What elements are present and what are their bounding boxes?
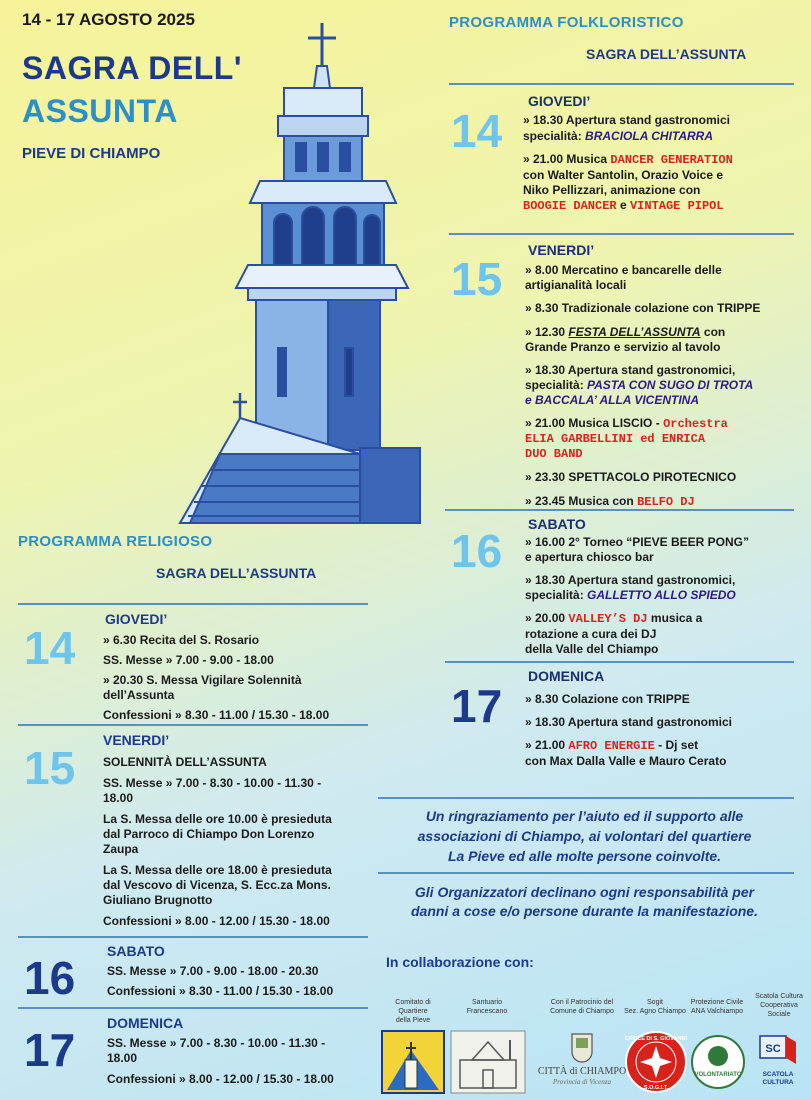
divider [449, 83, 794, 85]
relig-15-items: SOLENNITÀ DELL’ASSUNTA SS. Messe » 7.00 - 8.30 - 10.00 - 11.30 - 18.00 La S. Messa delle ore 10.00 è presieduta dal Parroco di Chiampo Don Lorenzo Zaupa La S. Messa delle ore 18.00 è presieduta dal Vescovo di Vicenza, S. Ecc.za Mons. Giuliano Brugnotto Confessioni » 8.00 - 12.00 / 15.30 - 18.00 [103, 755, 332, 928]
thanks-note: Un ringraziamento per l’aiuto ed il supporto alle associazioni di Chiampo, ai volontari del quartiere La Pieve ed alle molte persone coinvolte. [417, 808, 752, 864]
relig-16-items: SS. Messe » 7.00 - 9.00 - 18.00 - 20.30 Confessioni » 8.30 - 11.00 / 15.30 - 18.00 [107, 964, 334, 998]
partner-label: Comitato di Quartiere della Pieve [395, 999, 431, 1024]
partner-label: Santuario Francescano [466, 999, 508, 1015]
logo-text: CULTURA [762, 1079, 794, 1086]
divider [18, 724, 368, 726]
relig-17-items: SS. Messe » 7.00 - 8.30 - 10.00 - 11.30 - 18.00 Confessioni » 8.00 - 12.00 / 15.30 - 18.00 [107, 1036, 334, 1086]
comitato-logo [381, 1030, 445, 1094]
bell-tower-illustration [160, 18, 430, 523]
relig-day-name: GIOVEDI’ [105, 611, 168, 627]
collaboration-title: In collaborazione con: [386, 954, 534, 970]
folk-day-name: DOMENICA [528, 668, 605, 684]
divider [18, 603, 368, 605]
folk-14-items: » 18.30 Apertura stand gastronomici specialità: BRACIOLA CHITARRA » 21.00 Musica DANCER GENERATION con Walter Santolin, Orazio Voice e Niko Pellizzari, animazione con BOOGIE DANCER e VINTAGE PIPOL [523, 113, 733, 213]
religious-program-title: PROGRAMMA RELIGIOSO [18, 533, 213, 550]
croce-san-giovanni-logo [624, 1030, 688, 1094]
folk-16-items: » 16.00 2° Torneo “PIEVE BEER PONG” e apertura chiosco bar » 18.30 Apertura stand gastronomici, specialità: GALLETTO ALLO SPIEDO » 20.00 VALLEY’S DJ musica a rotazione a cura dei DJ della Valle del Chiampo [525, 535, 749, 656]
logo-text: VOLONTARIATO [694, 1072, 742, 1078]
folk-day-number: 14 [451, 105, 503, 157]
relig-day-number: 14 [24, 622, 76, 674]
divider [378, 797, 794, 799]
divider [18, 936, 368, 938]
logo-text: Provincia di Vicenza [553, 1078, 611, 1086]
folk-day-number: 17 [451, 680, 503, 732]
divider [445, 509, 794, 511]
logo-text: CROCE DI S. GIOVANNI [625, 1036, 687, 1042]
partner-label: Con il Patrocinio del Comune di Chiampo [550, 999, 614, 1015]
folk-15-items: » 8.00 Mercatino e bancarelle delle artigianalità locali » 8.30 Tradizionale colazione con TRIPPE » 12.30 FESTA DELL’ASSUNTA con Grande Pranzo e servizio al tavolo » 18.30 Apertura stand gastronomici, specialità: PASTA CON SUGO DI TROTA e BACCALA’ ALLA VICENTINA » 21.00 Musica LISCIO - Orchestra ELIA GARBELLINI ed ENRICA DUO BAND » 23.30 SPETTACOLO PIROTECNICO » 23.45 Musica con BELFO DJ [525, 263, 761, 509]
protezione-civile-logo [690, 1032, 746, 1092]
location: PIEVE DI CHIAMPO [22, 145, 161, 162]
relig-day-name: DOMENICA [107, 1015, 184, 1031]
folk-program-subtitle: SAGRA DELL’ASSUNTA [586, 46, 747, 62]
page-title-line1: SAGRA DELL' [22, 50, 242, 86]
logo-text: SCATOLA [762, 1071, 794, 1078]
folk-17-items: » 8.30 Colazione con TRIPPE » 18.30 Apertura stand gastronomici » 21.00 AFRO ENERGIE - Dj set con Max Dalla Valle e Mauro Cerato [525, 692, 732, 768]
divider [378, 872, 794, 874]
folk-day-number: 15 [451, 253, 503, 305]
santuario-logo [450, 1030, 526, 1094]
logo-text: CITTÀ di CHIAMPO [537, 1066, 627, 1077]
logo-text: SC [765, 1043, 781, 1055]
divider [18, 1007, 368, 1009]
scatola-cultura-logo [756, 1032, 800, 1092]
divider [449, 233, 794, 235]
divider [445, 661, 794, 663]
folk-day-name: VENERDI’ [528, 242, 595, 258]
partner-label: Scatola Cultura Cooperativa Sociale [755, 993, 803, 1018]
relig-14-items: » 6.30 Recita del S. Rosario SS. Messe » 7.00 - 9.00 - 18.00 » 20.30 S. Messa Vigilare Solennità dell’Assunta Confessioni » 8.30 - 11.00 / 15.30 - 18.00 [103, 633, 330, 722]
partner-label: Protezione Civile ANA Valchiampo [690, 999, 744, 1015]
event-dates: 14 - 17 AGOSTO 2025 [22, 10, 195, 29]
folk-day-name: GIOVEDI’ [528, 93, 591, 109]
religious-program-subtitle: SAGRA DELL’ASSUNTA [156, 565, 317, 581]
folk-program-title: PROGRAMMA FOLKLORISTICO [449, 14, 684, 31]
partner-label: Sogit Sez. Agno Chiampo [624, 999, 686, 1015]
page-title-line2: ASSUNTA [22, 93, 178, 129]
relig-day-number: 17 [24, 1024, 76, 1076]
relig-day-number: 16 [24, 952, 76, 1004]
disclaimer-note: Gli Organizzatori declinano ogni responsabilità per danni a cose e/o persone durante la manifestazione. [411, 884, 758, 919]
relig-day-name: SABATO [107, 943, 165, 959]
relig-day-name: VENERDI’ [103, 732, 170, 748]
folk-day-number: 16 [451, 525, 503, 577]
logo-text: S.O.G.I.T. [643, 1085, 669, 1091]
folk-day-name: SABATO [528, 516, 586, 532]
relig-day-number: 15 [24, 742, 76, 794]
comune-chiampo-logo [537, 1030, 627, 1094]
